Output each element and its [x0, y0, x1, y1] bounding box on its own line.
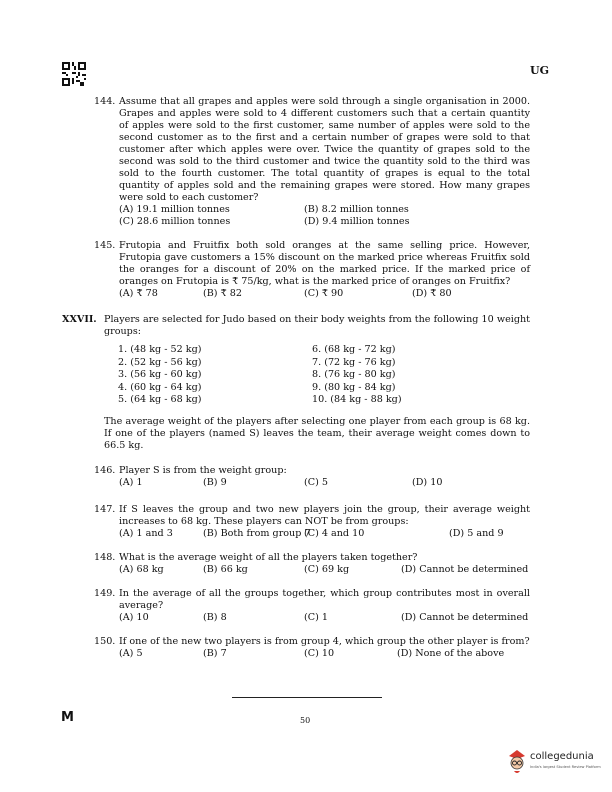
question-number: 146.	[94, 465, 116, 476]
options-row	[119, 648, 530, 660]
question-145	[94, 240, 530, 300]
options-row	[119, 477, 530, 489]
page-number: 50	[300, 716, 311, 725]
section-paragraph: The average weight of the players after selecting one player from each group is 68 kg. If one of the players (named S) leaves the team, their average weight comes down to 66.5 kg.	[104, 416, 530, 451]
option-b: (B) 7	[203, 648, 227, 659]
option-a: (A) ₹ 78	[119, 288, 158, 299]
option-b: (B) 9	[203, 477, 227, 488]
weight-group-item: 2. (52 kg - 56 kg)	[118, 356, 202, 368]
option-a: (A) 10	[119, 612, 149, 623]
option-a: (A) 68 kg	[119, 564, 164, 575]
question-text: Assume that all grapes and apples were sold through a single organisation in 2000. Grapes and apples were sold to 4 different customers such that a certain quantity of apples were sold to the first customer, same number of apples were sold to the second customer as to the first and a certain number of grapes were sold to that customer after which apples were over. Twice the quantity of grapes sold to the second was sold to the third customer and twice the quantity sold to the third was sold to the fourth customer. The total quantity of grapes is equal to the total quantity of apples sold and the remaining grapes were stored. How many grapes were sold to each customer?	[119, 96, 530, 203]
question-144	[94, 96, 530, 228]
section-number: XXVII.	[62, 314, 97, 325]
option-c: (C) 4 and 10	[304, 528, 365, 539]
weight-groups-right	[312, 344, 402, 407]
option-b: (B) 8	[203, 612, 227, 623]
question-146	[94, 465, 530, 489]
booklet-mark: M	[61, 710, 74, 725]
options-row	[119, 288, 530, 300]
weight-group-item: 5. (64 kg - 68 kg)	[118, 394, 202, 406]
weight-group-item: 9. (80 kg - 84 kg)	[312, 381, 396, 393]
weight-group-item: 7. (72 kg - 76 kg)	[312, 356, 396, 368]
question-text: What is the average weight of all the players taken together?	[119, 552, 418, 563]
option-d: (D) Cannot be determined	[401, 612, 529, 623]
option-a: (A) 1	[119, 477, 143, 488]
option-b: (B) Both from group 7	[203, 528, 311, 539]
weight-groups-left	[118, 344, 201, 407]
question-147	[94, 504, 530, 540]
option-a: (A) 5	[119, 648, 143, 659]
question-text: Frutopia and Fruitfix both sold oranges at the same selling price. However, Frutopia gave customers a 15% discount on the marked price whereas Fruitfix sold the oranges for a discount of 20% on the marked price. If the marked price of oranges on Frutopia is ₹ 75/kg, what is the marked price of oranges on Fruitfix?	[119, 240, 530, 287]
option-d: (D) 10	[412, 477, 443, 488]
options-row	[119, 612, 530, 624]
option-c: (C) 5	[304, 477, 328, 488]
weight-group-item: 6. (68 kg - 72 kg)	[312, 344, 396, 355]
options-row	[119, 564, 530, 576]
weight-group-item: 1. (48 kg - 52 kg)	[118, 344, 202, 355]
paper-code: UG	[530, 64, 549, 77]
question-text: In the average of all the groups together, which group contributes most in overall average?	[119, 588, 530, 611]
option-d: (D) ₹ 80	[412, 288, 452, 299]
question-number: 147.	[94, 504, 116, 515]
options-row	[119, 528, 530, 540]
question-number: 144.	[94, 96, 116, 107]
end-divider	[232, 697, 382, 698]
option-b: (B) 66 kg	[203, 564, 248, 575]
question-number: 148.	[94, 552, 116, 563]
question-text: If one of the new two players is from group 4, which group the other player is from?	[119, 636, 530, 647]
option-d: (D) None of the above	[397, 648, 505, 659]
weight-group-item: 4. (60 kg - 64 kg)	[118, 381, 202, 393]
weight-group-item: 10. (84 kg - 88 kg)	[312, 394, 402, 406]
option-c: (C) ₹ 90	[304, 288, 344, 299]
option-b: (B) ₹ 82	[203, 288, 242, 299]
option-d: (D) 5 and 9	[449, 528, 504, 539]
question-number: 150.	[94, 636, 116, 647]
option-a: (A) 1 and 3	[119, 528, 173, 539]
option-b: (B) 8.2 million tonnes	[304, 204, 409, 215]
question-number: 145.	[94, 240, 116, 251]
weight-group-item: 3. (56 kg - 60 kg)	[118, 369, 202, 381]
weight-group-item: 8. (76 kg - 80 kg)	[312, 369, 396, 381]
options-row	[119, 216, 530, 228]
option-c: (C) 10	[304, 648, 335, 659]
collegedunia-logo	[506, 747, 601, 777]
mascot-icon	[506, 747, 528, 775]
logo-wordmark: collegedunia	[530, 751, 594, 762]
question-number: 149.	[94, 588, 116, 599]
section-intro: Players are selected for Judo based on their body weights from the following 10 weight groups:	[104, 314, 530, 337]
question-150	[94, 636, 530, 660]
option-d: (D) 9.4 million tonnes	[304, 216, 410, 227]
options-row	[119, 204, 530, 216]
question-148	[94, 552, 530, 576]
qr-code-icon	[62, 62, 86, 86]
question-text: Player S is from the weight group:	[119, 465, 287, 476]
option-a: (A) 19.1 million tonnes	[119, 204, 230, 215]
option-c: (C) 28.6 million tonnes	[119, 216, 231, 227]
question-text: If S leaves the group and two new players join the group, their average weight increases to 68 kg. These players can NOT be from groups:	[119, 504, 530, 527]
question-149	[94, 588, 530, 624]
option-d: (D) Cannot be determined	[401, 564, 529, 575]
option-c: (C) 1	[304, 612, 328, 623]
logo-tagline: India's largest Student Review Platform	[530, 765, 601, 769]
option-c: (C) 69 kg	[304, 564, 350, 575]
